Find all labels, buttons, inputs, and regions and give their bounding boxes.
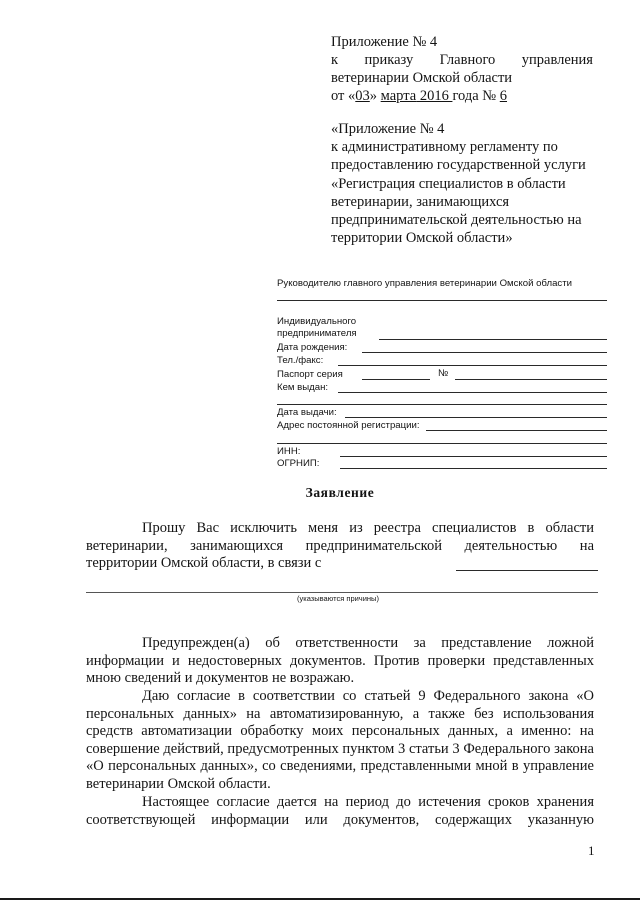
field-label-passport-no: № bbox=[438, 368, 449, 379]
addressee-label: Руководителю главного управления ветеринарии Омской области bbox=[277, 278, 572, 289]
scan-edge-line bbox=[0, 898, 640, 900]
date-year: 2016 bbox=[416, 88, 453, 104]
field-line-passport-no[interactable] bbox=[455, 379, 607, 380]
request-line-2: ветеринарии, занимающихся предпринимательской деятельностью на bbox=[86, 537, 594, 554]
appendix-order-line3: ветеринарии Омской области bbox=[331, 70, 513, 86]
field-label-ip-1: Индивидуального bbox=[277, 316, 357, 327]
date-prefix: от « bbox=[331, 88, 356, 104]
field-line-inn[interactable] bbox=[340, 456, 607, 457]
document-title: Заявление bbox=[305, 485, 375, 500]
regulation-line: «Приложение № 4 bbox=[331, 121, 445, 137]
field-label-ip-2: предпринимателя bbox=[277, 328, 357, 339]
field-line-ogrnip[interactable] bbox=[340, 468, 607, 469]
order-number: 6 bbox=[499, 88, 508, 104]
appendix-order-line2 bbox=[331, 51, 593, 69]
field-line-issued-by-2[interactable] bbox=[277, 404, 607, 405]
request-line-1: Прошу Вас исключить меня из реестра специалистов в области bbox=[142, 520, 594, 536]
appendix-regulation-block bbox=[331, 120, 596, 247]
field-line-address-2[interactable] bbox=[277, 443, 607, 444]
period-paragraph: Настоящее согласие дается на период до истечения сроков хранения соответствующей информации или документов, содержащих указанную bbox=[86, 794, 594, 828]
warning-paragraph: Предупрежден(а) об ответственности за представление ложной информации и недостоверных документов. Против проверки представленных мною сведений и документов не возражаю. bbox=[86, 635, 594, 687]
consent-paragraph: Даю согласие в соответствии со статьей 9 Федерального закона «О персональных данных» на автоматизированную, а также без использования средств автоматизации обработку моих персональных данных, а именно: на совершение действий, предусмотренных пунктом 3 статьи 3 Федерального закона «О персональных данных», со сведениями, представленными мной в управление ветеринарии Омской области. bbox=[86, 688, 594, 792]
appendix-word: Главного bbox=[439, 52, 496, 68]
field-line-ip[interactable] bbox=[379, 339, 607, 340]
regulation-line: предоставлению государственной услуги bbox=[331, 157, 586, 174]
field-label-ogrnip: ОГРНИП: bbox=[277, 458, 320, 469]
date-month: марта bbox=[380, 88, 417, 104]
field-label-address: Адрес постоянной регистрации: bbox=[277, 420, 420, 431]
field-label-ip bbox=[277, 316, 357, 340]
appendix-order-block bbox=[331, 33, 593, 105]
field-label-birth: Дата рождения: bbox=[277, 342, 348, 353]
request-line-3: территории Омской области, в связи с bbox=[86, 555, 322, 572]
date-mid: » bbox=[369, 88, 381, 104]
field-line-birth[interactable] bbox=[362, 352, 607, 353]
field-line-address[interactable] bbox=[426, 430, 607, 431]
field-line-issue-date[interactable] bbox=[345, 417, 607, 418]
field-label-issued-by: Кем выдан: bbox=[277, 382, 329, 393]
reason-line[interactable] bbox=[86, 592, 598, 593]
field-label-issue-date: Дата выдачи: bbox=[277, 407, 337, 418]
appendix-order-date bbox=[331, 87, 593, 105]
date-suffix: года № bbox=[452, 88, 500, 104]
page-number: 1 bbox=[588, 843, 595, 858]
appendix-word: управления bbox=[521, 52, 593, 68]
date-day: 03 bbox=[355, 88, 370, 104]
appendix-order-heading: Приложение № 4 bbox=[331, 34, 438, 50]
regulation-line: «Регистрация специалистов в области bbox=[331, 175, 566, 192]
addressee-line bbox=[277, 300, 607, 301]
regulation-line: предпринимательской деятельностью на bbox=[331, 212, 582, 229]
appendix-word: к bbox=[331, 52, 339, 68]
field-line-issued-by[interactable] bbox=[338, 392, 607, 393]
reason-note: (указываются причины) bbox=[297, 594, 379, 603]
field-label-phone: Тел./факс: bbox=[277, 355, 324, 366]
reason-line-inline[interactable] bbox=[456, 570, 598, 571]
request-paragraph bbox=[86, 520, 594, 573]
field-label-inn: ИНН: bbox=[277, 446, 301, 457]
appendix-word: приказу bbox=[364, 52, 414, 68]
regulation-line: ветеринарии, занимающихся bbox=[331, 193, 510, 210]
field-line-phone[interactable] bbox=[338, 365, 607, 366]
field-label-passport: Паспорт серия bbox=[277, 369, 343, 380]
regulation-line: территории Омской области» bbox=[331, 230, 513, 247]
regulation-line: к административному регламенту по bbox=[331, 139, 558, 156]
field-line-passport-series[interactable] bbox=[362, 379, 430, 380]
